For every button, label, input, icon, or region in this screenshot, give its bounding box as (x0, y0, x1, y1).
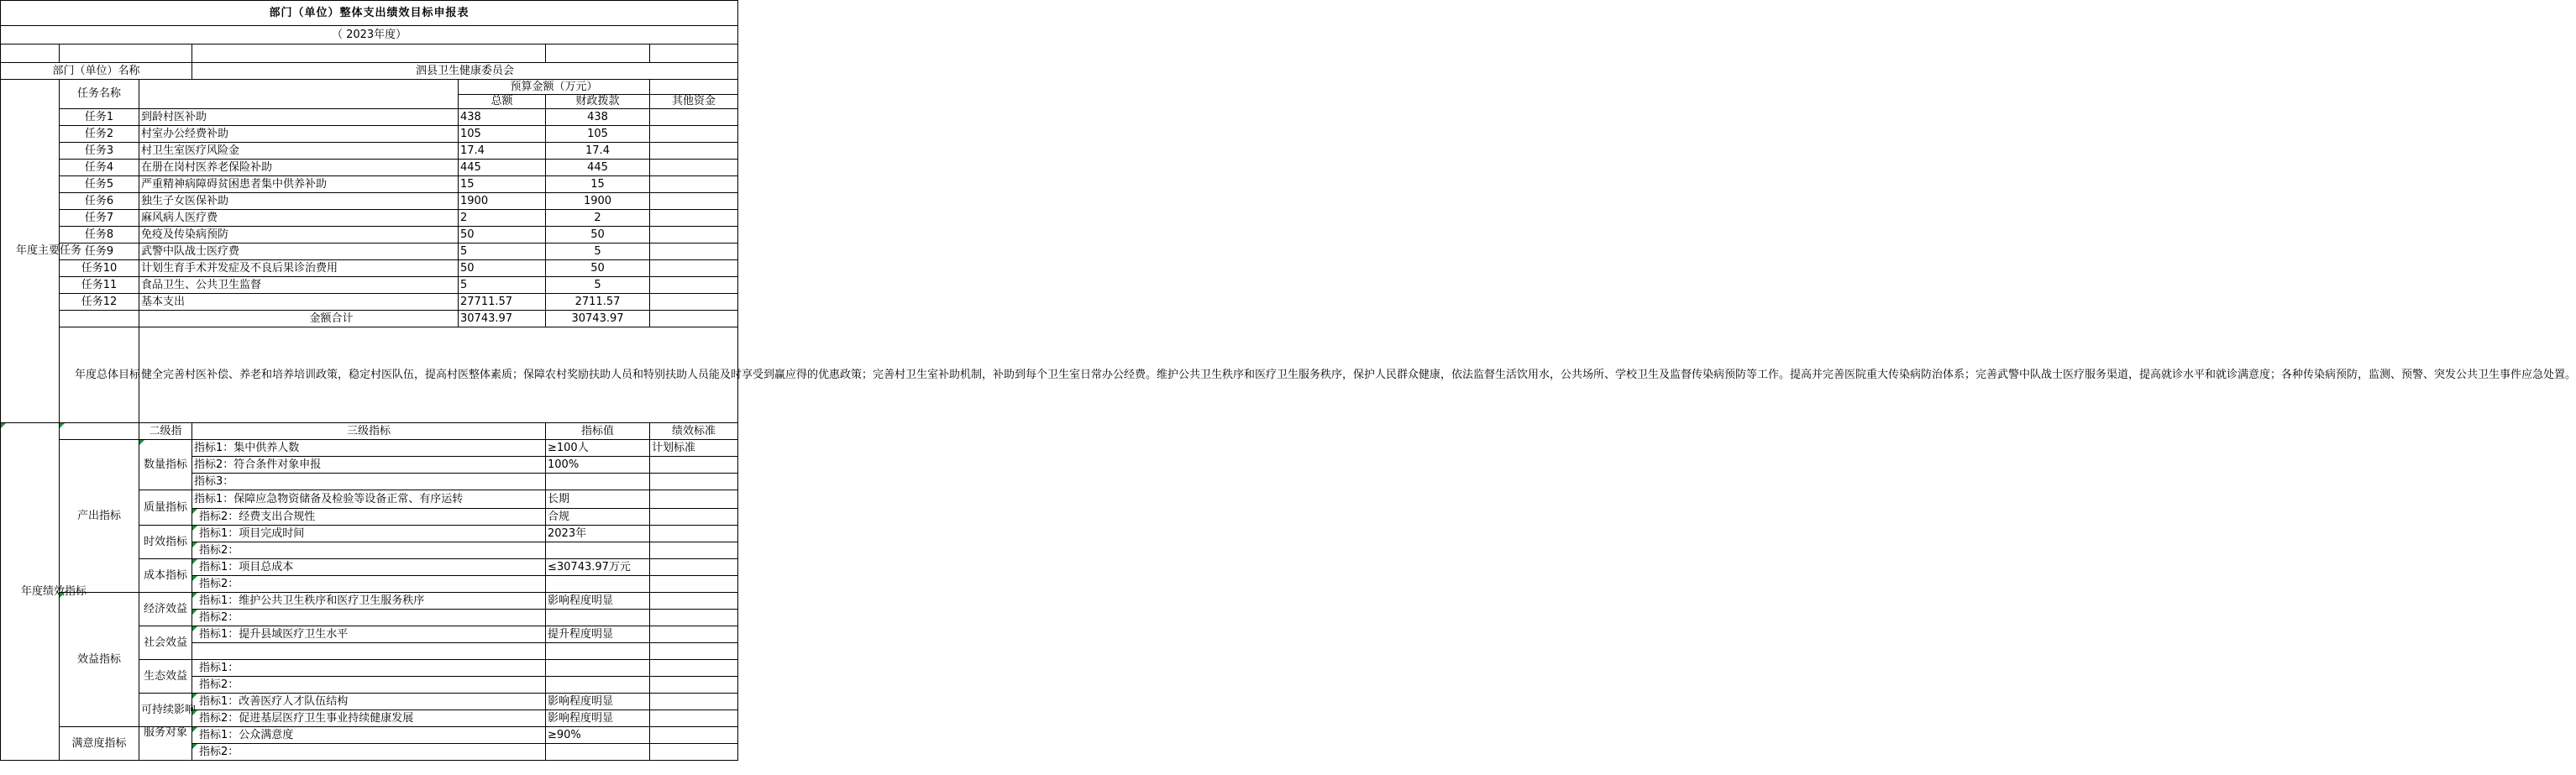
indicator-name: 指标2：符合条件对象申报 (192, 457, 546, 474)
task-other (650, 176, 738, 193)
task-row (1, 160, 738, 176)
indicator-value (546, 474, 650, 490)
cat-quality: 质量指标 (139, 490, 192, 526)
task-sum-row (1, 311, 738, 327)
indicator-standard (650, 744, 738, 761)
indicator-name-text: 指标2： (199, 543, 239, 557)
blank-cell (650, 80, 738, 95)
task-id: 任务11 (60, 277, 139, 294)
indicator-value (546, 643, 650, 660)
task-name: 武警中队战士医疗费 (139, 243, 459, 260)
indicator-value: ≥90% (546, 727, 650, 744)
task-total: 2 (459, 210, 546, 227)
col-standard-header: 绩效标准 (650, 423, 738, 440)
task-row (1, 260, 738, 277)
task-id: 任务10 (60, 260, 139, 277)
cat-economic: 经济效益 (139, 593, 192, 626)
task-other (650, 260, 738, 277)
task-row (1, 243, 738, 260)
task-total: 15 (459, 176, 546, 193)
task-other (650, 109, 738, 126)
task-other (650, 243, 738, 260)
indicator-name-text: 指标2：经费支出合规性 (199, 510, 316, 523)
task-row (1, 210, 738, 227)
indicator-name (192, 559, 546, 576)
task-id: 任务7 (60, 210, 139, 227)
indicator-value: 影响程度明显 (546, 694, 650, 710)
budget-header: 预算金额（万元） (459, 80, 650, 95)
indicator-name-text: 指标1：维护公共卫生秩序和医疗卫生服务秩序 (199, 594, 425, 607)
cat-cost: 成本指标 (139, 559, 192, 593)
task-fiscal: 2711.57 (546, 294, 650, 311)
indicator-standard (650, 490, 738, 509)
task-fiscal: 2 (546, 210, 650, 227)
task-total: 50 (459, 227, 546, 243)
blank-cell (139, 80, 459, 109)
indicator-standard (650, 526, 738, 542)
task-id: 任务8 (60, 227, 139, 243)
blank-cell (60, 45, 192, 63)
task-name: 村室办公经费补助 (139, 126, 459, 143)
indicator-standard (650, 677, 738, 694)
task-total: 438 (459, 109, 546, 126)
task-id: 任务1 (60, 109, 139, 126)
task-total: 5 (459, 277, 546, 294)
indicator-value: 100% (546, 457, 650, 474)
task-id: 任务3 (60, 143, 139, 160)
task-row (1, 109, 738, 126)
indicator-standard (650, 694, 738, 710)
task-row (1, 227, 738, 243)
indicator-value: 长期 (546, 490, 650, 509)
indicator-standard (650, 474, 738, 490)
indicator-value: 提升程度明显 (546, 626, 650, 643)
indicator-value (546, 677, 650, 694)
indicator-name (192, 610, 546, 626)
task-name: 食品卫生、公共卫生监督 (139, 277, 459, 294)
task-name: 村卫生室医疗风险金 (139, 143, 459, 160)
indicator-name-text: 指标1：改善医疗人才队伍结构 (199, 694, 349, 708)
task-other (650, 277, 738, 294)
indicator-name (192, 509, 546, 526)
indicator-value: 影响程度明显 (546, 593, 650, 610)
task-other (650, 160, 738, 176)
goal-text: 健全完善村医补偿、养老和培养培训政策，稳定村医队伍，提高村医整体素质；保障农村奖励扶助人员和特别扶助人员能及时享受到赢应得的优惠政策；完善村卫生室补助机制，补助到每个卫生室日常办公经费。维护公共卫生秩序和医疗卫生服务秩序，保护人民群众健康，依法监督生活饮用水，公共场所、学校卫生及监督传染病预防等工作。提高并完善医院重大传染病防治体系；完善武警中队战士医疗服务渠道，提高就诊水平和就诊满意度；各种传染病预防，监测、预警、突发公共卫生事件应急处置。 (139, 327, 738, 423)
task-total: 445 (459, 160, 546, 176)
task-total: 50 (459, 260, 546, 277)
indicator-name-text: 指标2： (199, 610, 239, 624)
goal-side-label: 年度总体目标 (60, 327, 139, 423)
task-total: 17.4 (459, 143, 546, 160)
indicator-name (192, 576, 546, 593)
task-id: 任务6 (60, 193, 139, 210)
indicator-name (192, 526, 546, 542)
task-fiscal: 15 (546, 176, 650, 193)
indicator-standard (650, 710, 738, 727)
task-name: 免疫及传染病预防 (139, 227, 459, 243)
cat-service: 服务对象 (139, 727, 192, 761)
indicator-name (192, 593, 546, 610)
indicator-value (546, 610, 650, 626)
indicator-standard (650, 509, 738, 526)
indicator-value: 合规 (546, 509, 650, 526)
task-name: 严重精神病障碍贫困患者集中供养补助 (139, 176, 459, 193)
cat-sustain: 可持续影响 (139, 694, 192, 727)
indicator-standard (650, 643, 738, 660)
indicator-name (192, 626, 546, 643)
indicator-value: ≤30743.97万元 (546, 559, 650, 576)
task-fiscal: 438 (546, 109, 650, 126)
indicator-standard (650, 593, 738, 610)
col-fiscal-header: 财政拨款 (546, 95, 650, 109)
indicator-name: 指标1：保障应急物资储备及检验等设备正常、有序运转 (192, 490, 546, 509)
indicator-name-text: 指标1：提升县域医疗卫生水平 (199, 627, 349, 641)
task-other (650, 210, 738, 227)
sum-label: 金额合计 (139, 311, 459, 327)
indicator-name-text: 指标2： (199, 745, 239, 758)
task-fiscal: 5 (546, 277, 650, 294)
blank-cell (650, 311, 738, 327)
task-name: 独生子女医保补助 (139, 193, 459, 210)
indicator-value: 影响程度明显 (546, 710, 650, 727)
task-row (1, 126, 738, 143)
indicator-name: 指标1： (192, 660, 546, 677)
perf-side-label (1, 423, 87, 761)
col-other-header: 其他资金 (650, 95, 738, 109)
task-id: 任务9 (60, 243, 139, 260)
cat-timeliness: 时效指标 (139, 526, 192, 559)
indicator-standard (650, 559, 738, 576)
cat-social: 社会效益 (139, 626, 192, 660)
col-total-header: 总额 (459, 95, 546, 109)
blank-cell (60, 311, 139, 327)
task-fiscal: 1900 (546, 193, 650, 210)
indicator-value (546, 744, 650, 761)
task-row (1, 176, 738, 193)
task-name: 基本支出 (139, 294, 459, 311)
task-total: 105 (459, 126, 546, 143)
task-name-header: 任务名称 (60, 80, 139, 109)
blank-cell (192, 45, 546, 63)
form-title: 部门（单位）整体支出绩效目标申报表 (1, 1, 738, 26)
task-id: 任务2 (60, 126, 139, 143)
benefit-label (60, 593, 139, 727)
indicator-standard (650, 542, 738, 559)
cat-quantity: 数量指标 (139, 440, 192, 490)
task-name: 到龄村医补助 (139, 109, 459, 126)
indicator-name-text: 指标1：公众满意度 (199, 728, 294, 741)
blank-cell (650, 45, 738, 63)
indicator-value: 2023年 (546, 526, 650, 542)
col-lvl3-header: 三级指标 (192, 423, 546, 440)
benefit-label-text: 效益指标 (76, 652, 121, 666)
indicator-name-text: 指标1：项目总成本 (199, 560, 294, 573)
task-total: 1900 (459, 193, 546, 210)
indicator-name: 指标1：集中供养人数 (192, 440, 546, 457)
indicator-value (546, 576, 650, 593)
blank-cell (546, 45, 650, 63)
dept-value: 泗县卫生健康委员会 (192, 63, 738, 80)
task-other (650, 126, 738, 143)
cat-ecological: 生态效益 (139, 660, 192, 694)
task-other (650, 193, 738, 210)
form-year: （ 2023年度） (1, 26, 738, 45)
task-fiscal: 105 (546, 126, 650, 143)
indicator-value (546, 542, 650, 559)
task-total: 27711.57 (459, 294, 546, 311)
output-label: 产出指标 (60, 440, 139, 593)
indicator-name (192, 643, 546, 660)
task-row (1, 143, 738, 160)
task-other (650, 227, 738, 243)
task-row (1, 277, 738, 294)
indicator-standard (650, 626, 738, 643)
task-other (650, 294, 738, 311)
blank-cell (60, 423, 139, 440)
tasks-side-label: 年度主要任务 (1, 80, 60, 423)
task-id: 任务4 (60, 160, 139, 176)
indicator-standard: 计划标准 (650, 440, 738, 457)
indicator-name-text: 指标2： (199, 577, 239, 590)
indicator-standard (650, 610, 738, 626)
task-total: 5 (459, 243, 546, 260)
indicator-value (546, 660, 650, 677)
sum-fiscal: 30743.97 (546, 311, 650, 327)
indicator-name (192, 694, 546, 710)
task-fiscal: 50 (546, 227, 650, 243)
indicator-name: 指标3： (192, 474, 546, 490)
task-id: 任务12 (60, 294, 139, 311)
indicator-name-text: 指标2：促进基层医疗卫生事业持续健康发展 (199, 711, 414, 725)
task-fiscal: 445 (546, 160, 650, 176)
task-name: 麻风病人医疗费 (139, 210, 459, 227)
indicator-standard (650, 457, 738, 474)
col-value-header: 指标值 (546, 423, 650, 440)
task-name: 在册在岗村医养老保险补助 (139, 160, 459, 176)
indicator-name (192, 744, 546, 761)
dept-label: 部门（单位）名称 (1, 63, 192, 80)
task-id: 任务5 (60, 176, 139, 193)
satisfaction-label: 满意度指标 (60, 727, 139, 761)
indicator-name-text: 指标1：项目完成时间 (199, 526, 305, 540)
indicator-standard (650, 660, 738, 677)
task-row (1, 193, 738, 210)
indicator-name: 指标2： (192, 677, 546, 694)
task-other (650, 143, 738, 160)
indicator-name (192, 710, 546, 727)
blank-cell (1, 45, 60, 63)
sum-total: 30743.97 (459, 311, 546, 327)
indicator-standard (650, 727, 738, 744)
task-fiscal: 5 (546, 243, 650, 260)
task-name: 计划生育手术并发症及不良后果诊治费用 (139, 260, 459, 277)
indicator-name (192, 542, 546, 559)
col-lvl2-header: 二级指 (139, 423, 192, 440)
perf-side-text: 年度绩效指标 (21, 584, 87, 598)
indicator-standard (650, 576, 738, 593)
task-row (1, 294, 738, 311)
task-fiscal: 17.4 (546, 143, 650, 160)
indicator-value: ≥100人 (546, 440, 650, 457)
task-fiscal: 50 (546, 260, 650, 277)
indicator-name (192, 727, 546, 744)
